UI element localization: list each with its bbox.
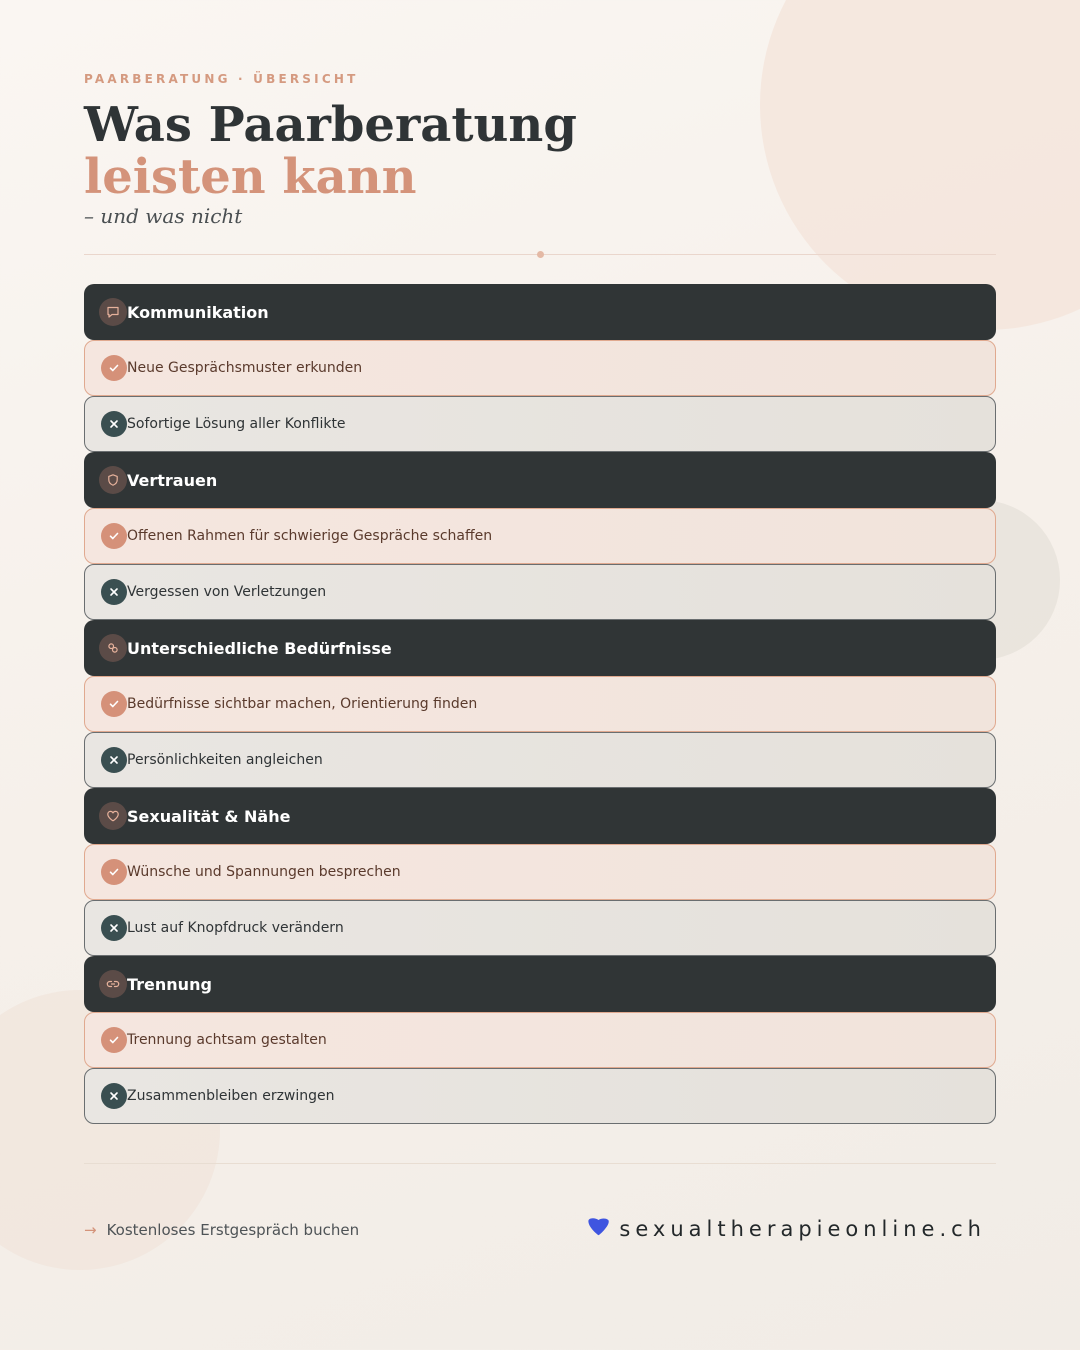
section-title: Sexualität & Nähe bbox=[127, 806, 291, 826]
can-item-text: Offenen Rahmen für schwierige Gespräche schaffen bbox=[127, 528, 493, 544]
cannot-item bbox=[84, 564, 996, 620]
section-title: Trennung bbox=[127, 974, 212, 994]
can-item bbox=[84, 340, 996, 396]
check-icon bbox=[101, 523, 127, 549]
section-title: Kommunikation bbox=[127, 302, 269, 322]
can-item bbox=[84, 508, 996, 564]
section-header bbox=[84, 956, 996, 1012]
cannot-item-text: Lust auf Knopfdruck verändern bbox=[127, 920, 344, 936]
cannot-item-text: Vergessen von Verletzungen bbox=[127, 584, 327, 600]
cannot-item bbox=[84, 1068, 996, 1124]
can-item bbox=[84, 1012, 996, 1068]
can-item-text: Trennung achtsam gestalten bbox=[127, 1032, 327, 1048]
check-icon bbox=[101, 691, 127, 717]
cannot-item bbox=[84, 900, 996, 956]
page-title-accent: leisten kann bbox=[84, 149, 417, 205]
brand bbox=[587, 1216, 986, 1242]
can-item bbox=[84, 844, 996, 900]
cross-icon bbox=[101, 411, 127, 437]
cross-icon bbox=[101, 1083, 127, 1109]
page-subtitle: – und was nicht bbox=[84, 204, 243, 228]
cannot-item-text: Sofortige Lösung aller Konflikte bbox=[127, 416, 346, 432]
section-header bbox=[84, 620, 996, 676]
eyebrow: PAARBERATUNG · ÜBERSICHT bbox=[84, 72, 359, 86]
arrow-right-icon: → bbox=[84, 1221, 97, 1239]
section-header bbox=[84, 284, 996, 340]
comparison-list bbox=[84, 284, 996, 1124]
cannot-item-text: Zusammenbleiben erzwingen bbox=[127, 1088, 335, 1104]
booking-link[interactable] bbox=[84, 1221, 359, 1239]
brand-name: sexualtherapieonline.ch bbox=[619, 1217, 986, 1241]
speech-bubble-icon bbox=[99, 298, 127, 326]
section-title: Vertrauen bbox=[127, 470, 218, 490]
divider bbox=[84, 1163, 996, 1164]
cross-icon bbox=[101, 747, 127, 773]
cannot-item bbox=[84, 732, 996, 788]
heart-icon bbox=[99, 802, 127, 830]
check-icon bbox=[101, 355, 127, 381]
check-icon bbox=[101, 859, 127, 885]
cannot-item bbox=[84, 396, 996, 452]
section-header bbox=[84, 452, 996, 508]
brand-logo-icon bbox=[587, 1216, 611, 1242]
can-item-text: Wünsche und Spannungen besprechen bbox=[127, 864, 401, 880]
broken-link-icon bbox=[99, 970, 127, 998]
check-icon bbox=[101, 1027, 127, 1053]
can-item-text: Bedürfnisse sichtbar machen, Orientierung finden bbox=[127, 696, 478, 712]
can-item-text: Neue Gesprächsmuster erkunden bbox=[127, 360, 363, 376]
background-circle bbox=[760, 0, 1080, 330]
cross-icon bbox=[101, 579, 127, 605]
page-title: Was Paarberatung bbox=[84, 97, 577, 153]
link-icon bbox=[99, 634, 127, 662]
section-header bbox=[84, 788, 996, 844]
divider-dot bbox=[537, 251, 544, 258]
shield-icon bbox=[99, 466, 127, 494]
can-item bbox=[84, 676, 996, 732]
booking-link-label: Kostenloses Erstgespräch buchen bbox=[106, 1221, 360, 1239]
cross-icon bbox=[101, 915, 127, 941]
section-title: Unterschiedliche Bedürfnisse bbox=[127, 638, 392, 658]
cannot-item-text: Persönlichkeiten angleichen bbox=[127, 752, 323, 768]
